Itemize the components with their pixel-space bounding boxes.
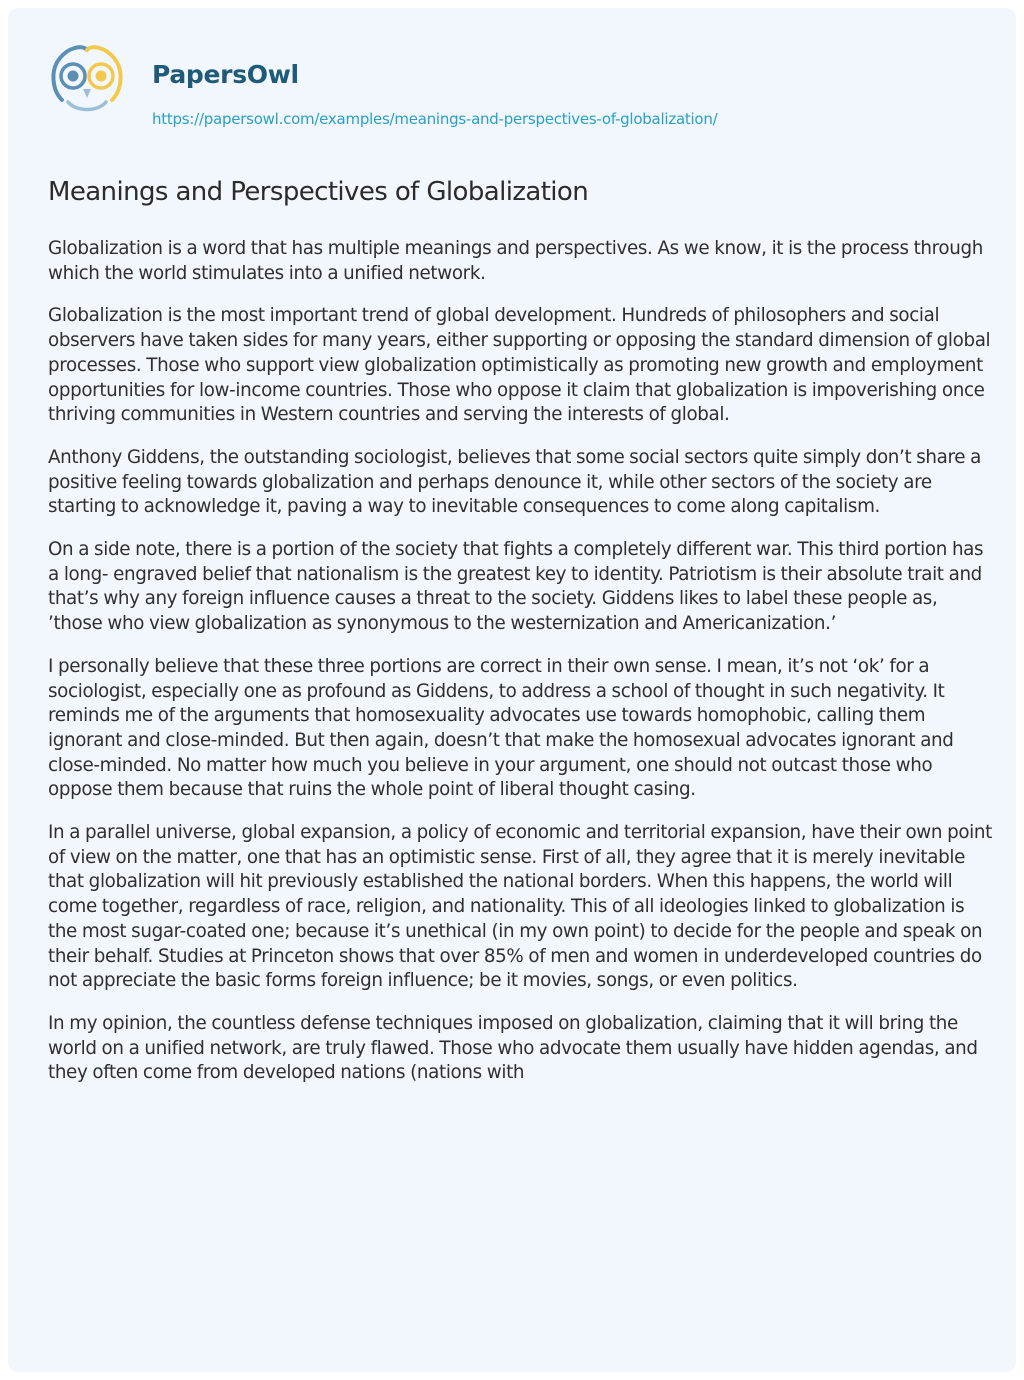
essay-paragraph: Globalization is the most important trend of global development. Hundreds of philosophers and social observers have taken sides for many years, either supporting or opposing the standard dimension of global processes. Those who support view globalization optimistically as promoting new growth and employment opportunities for low-income countries. Those who oppose it claim that globalization is impoverishing once thriving communities in Western countries and serving the interests of global. <box>48 305 991 426</box>
brand-name: PapersOwl <box>152 60 299 89</box>
site-header <box>48 40 988 128</box>
essay-body <box>48 237 993 1104</box>
essay-paragraph: In a parallel universe, global expansion, a policy of economic and territorial expansion, have their own point of view on the matter, one that has an optimistic sense. First of all, they agree that it is merely inevitable that globalization will hit previously established the national borders. When this happens, the world will come together, regardless of race, religion, and nationality. This of all ideologies linked to globalization is the most sugar-coated one; because it’s unethical (in my own point) to decide for the people and speak on their behalf. Studies at Princeton shows that over 85% of men and women in underdeveloped countries do not appreciate the basic forms foreign influence; be it movies, songs, or even politics. <box>48 822 992 992</box>
document-page <box>8 8 1016 1372</box>
essay-title: Meanings and Perspectives of Globalization <box>48 177 589 207</box>
essay-paragraph: Globalization is a word that has multiple meanings and perspectives. As we know, it is the process through which the world stimulates into a unified network. <box>48 238 983 284</box>
essay-paragraph: I personally believe that these three portions are correct in their own sense. I mean, it’s not ‘ok’ for a sociologist, especially one as profound as Giddens, to address a school of thought in such negativity. It reminds me of the arguments that homosexuality advocates use towards homophobic, calling them ignorant and close-minded. But then again, doesn’t that make the homosexual advocates ignorant and close-minded. No matter how much you believe in your argument, one should not outcast those who oppose them because that ruins the whole point of liberal thought casing. <box>48 655 954 801</box>
essay-paragraph: Anthony Giddens, the outstanding sociologist, believes that some social sectors quite simply don’t share a positive feeling towards globalization and perhaps denounce it, while other sectors of the society are starting to acknowledge it, paving a way to inevitable consequences to come along capitalism. <box>48 446 981 518</box>
owl-icon <box>48 40 126 116</box>
source-url-link[interactable]: https://papersowl.com/examples/meanings-and-perspectives-of-globalization/ <box>152 110 718 128</box>
essay-paragraph: On a side note, there is a portion of the society that fights a completely different war. This third portion has a long- engraved belief that nationalism is the greatest key to identity. Patriotism is their absolute trait and that’s why any foreign influence causes a threat to the society. Giddens likes to label these people as, ’those who view globalization as synonymous to the westernization and Americanization.’ <box>48 539 984 635</box>
essay-paragraph: In my opinion, the countless defense techniques imposed on globalization, claiming that it will bring the world on a unified network, are truly flawed. Those who advocate them usually have hidden agendas, and they often come from developed nations (nations with <box>48 1012 978 1084</box>
